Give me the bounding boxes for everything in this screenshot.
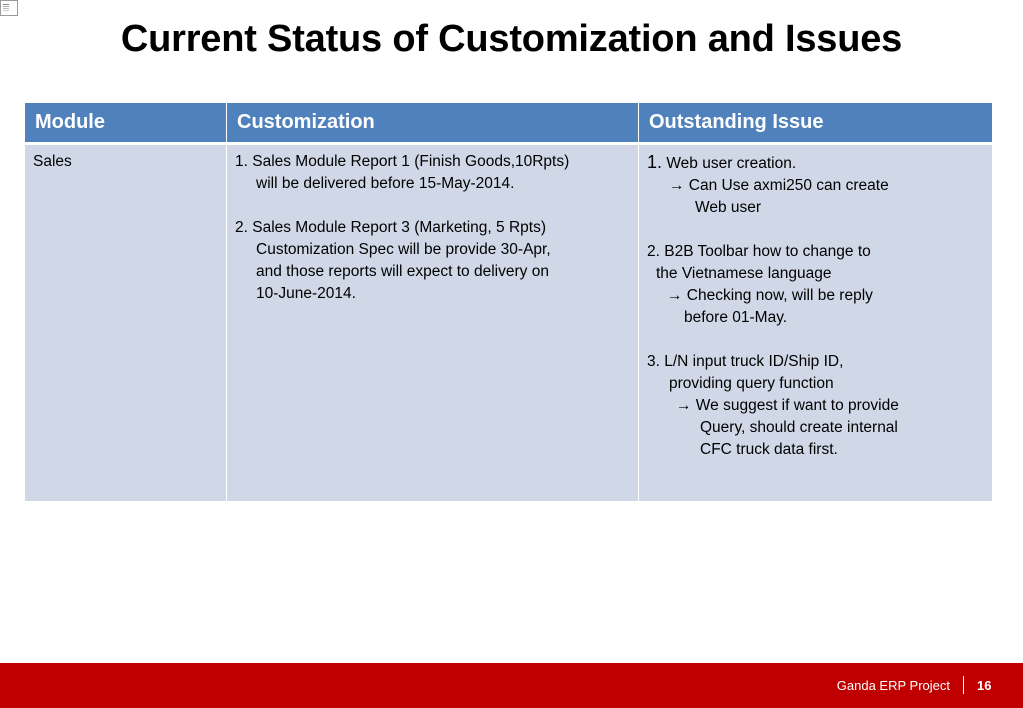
status-table bbox=[24, 102, 993, 502]
issue-line: CFC truck data first. bbox=[700, 441, 838, 458]
customization-spacer bbox=[235, 195, 630, 217]
table-row bbox=[25, 144, 993, 502]
module-cell: Sales bbox=[25, 144, 227, 502]
thumbnail-image bbox=[0, 0, 18, 16]
issue-text: Web user creation. bbox=[666, 155, 797, 172]
issue-line: providing query function bbox=[669, 375, 834, 392]
issue-line: the Vietnamese language bbox=[656, 265, 832, 282]
footer-bar bbox=[0, 663, 1023, 708]
outstanding-issue-cell bbox=[639, 144, 993, 502]
issue-line: → Can Use axmi250 can create bbox=[669, 177, 889, 194]
customization-line: and those reports will expect to delivery on bbox=[256, 263, 549, 280]
issue-spacer bbox=[647, 219, 984, 241]
slide-title: Current Status of Customization and Issues bbox=[120, 18, 903, 60]
footer-project-name: Ganda ERP Project bbox=[836, 678, 950, 693]
issue-line: 3. L/N input truck ID/Ship ID, bbox=[647, 353, 844, 370]
issue-line bbox=[647, 151, 984, 175]
header-customization: Customization bbox=[227, 103, 639, 144]
footer-divider bbox=[963, 676, 964, 694]
customization-line: Customization Spec will be provide 30-Apr, bbox=[256, 241, 551, 258]
issue-line: → We suggest if want to provide bbox=[676, 397, 899, 414]
customization-line: 10-June-2014. bbox=[256, 285, 356, 302]
customization-line: 1. Sales Module Report 1 (Finish Goods,10Rpts) bbox=[235, 153, 570, 170]
page-number: 16 bbox=[977, 678, 992, 693]
issue-line: → Checking now, will be reply bbox=[667, 287, 873, 304]
issue-line: before 01-May. bbox=[684, 309, 788, 326]
issue-line: 2. B2B Toolbar how to change to bbox=[647, 243, 871, 260]
header-outstanding-issue: Outstanding Issue bbox=[639, 103, 993, 144]
customization-line: 2. Sales Module Report 3 (Marketing, 5 Rpts) bbox=[235, 219, 546, 236]
issue-spacer bbox=[647, 329, 984, 351]
table-header-row bbox=[25, 103, 993, 144]
customization-line: will be delivered before 15-May-2014. bbox=[256, 175, 515, 192]
customization-cell bbox=[227, 144, 639, 502]
header-module: Module bbox=[25, 103, 227, 144]
issue-line: Web user bbox=[695, 199, 762, 216]
issue-line: Query, should create internal bbox=[700, 419, 898, 436]
issue-number: 1. bbox=[647, 152, 663, 172]
